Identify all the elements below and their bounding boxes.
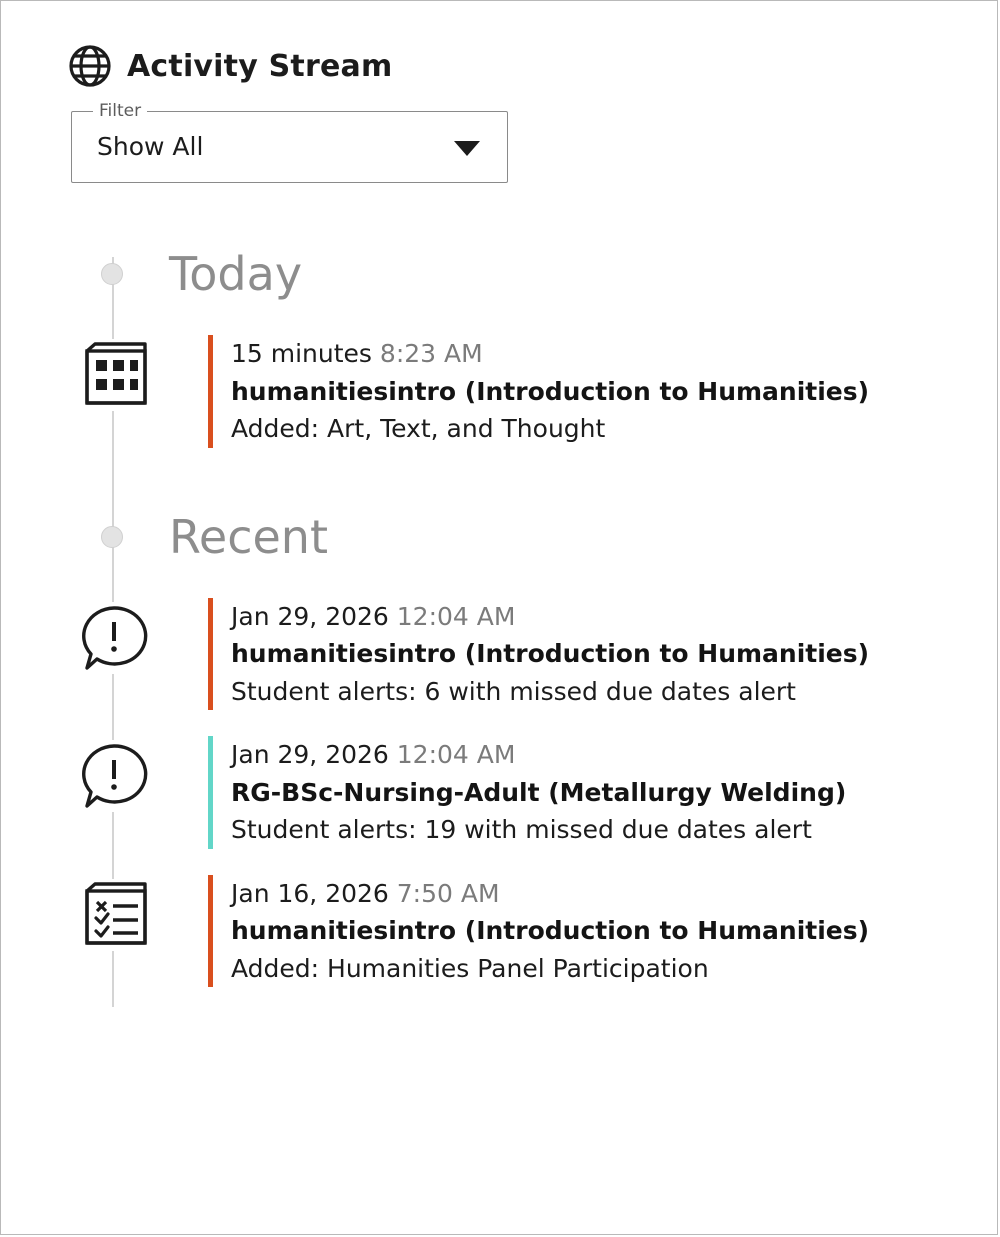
activity-course[interactable]: humanitiesintro (Introduction to Humanities) bbox=[231, 639, 870, 668]
activity-course[interactable]: humanitiesintro (Introduction to Humanities) bbox=[231, 916, 870, 945]
activity-timestamp bbox=[231, 875, 869, 913]
activity-timestamp bbox=[231, 736, 846, 774]
activity-detail: Added: Humanities Panel Participation bbox=[231, 953, 709, 983]
activity-timestamp bbox=[231, 335, 869, 373]
activity-date: 15 minutes bbox=[231, 339, 372, 368]
group-label: Today bbox=[169, 247, 303, 301]
calendar-grid-icon bbox=[75, 339, 153, 411]
activity-item[interactable] bbox=[1, 736, 997, 849]
activity-item[interactable] bbox=[1, 335, 997, 448]
alert-speech-icon bbox=[75, 602, 153, 674]
page-title: Activity Stream bbox=[127, 48, 393, 84]
activity-item[interactable] bbox=[1, 875, 997, 988]
group-spacer bbox=[1, 448, 997, 502]
globe-icon bbox=[69, 45, 111, 87]
activity-detail: Student alerts: 6 with missed due dates alert bbox=[231, 676, 796, 706]
timeline-dot bbox=[101, 526, 123, 548]
group-header bbox=[1, 502, 997, 572]
activity-timestamp bbox=[231, 598, 869, 636]
activity-time: 8:23 AM bbox=[379, 339, 483, 368]
activity-item-body bbox=[208, 335, 869, 448]
activity-detail: Added: Art, Text, and Thought bbox=[231, 414, 606, 443]
activity-course[interactable]: RG-BSc-Nursing-Adult (Metallurgy Welding) bbox=[231, 777, 847, 807]
filter-selected-value: Show All bbox=[97, 132, 204, 161]
group-label: Recent bbox=[169, 509, 328, 564]
alert-speech-icon bbox=[75, 740, 153, 812]
activity-time: 12:04 AM bbox=[396, 740, 516, 769]
activity-date: Jan 16, 2026 bbox=[231, 878, 389, 908]
group-header bbox=[1, 239, 997, 309]
activity-item-body bbox=[208, 598, 869, 711]
activity-timeline bbox=[1, 239, 997, 987]
activity-item-body bbox=[208, 875, 869, 988]
filter-select[interactable] bbox=[71, 101, 508, 183]
page-header bbox=[1, 1, 997, 87]
timeline-group-recent bbox=[1, 502, 997, 988]
filter-label: Filter bbox=[93, 101, 147, 121]
activity-date: Jan 29, 2026 bbox=[231, 740, 389, 769]
activity-item-body bbox=[208, 736, 846, 849]
activity-course[interactable]: humanitiesintro (Introduction to Humanities) bbox=[231, 376, 870, 406]
activity-date: Jan 29, 2026 bbox=[231, 601, 389, 631]
activity-time: 7:50 AM bbox=[396, 878, 500, 908]
chevron-down-icon[interactable] bbox=[454, 141, 480, 156]
timeline-dot bbox=[101, 263, 123, 285]
timeline-group-today bbox=[1, 239, 997, 448]
activity-detail: Student alerts: 19 with missed due dates alert bbox=[231, 815, 812, 844]
activity-time: 12:04 AM bbox=[396, 601, 516, 631]
activity-item[interactable] bbox=[1, 598, 997, 711]
checklist-icon bbox=[75, 879, 153, 951]
